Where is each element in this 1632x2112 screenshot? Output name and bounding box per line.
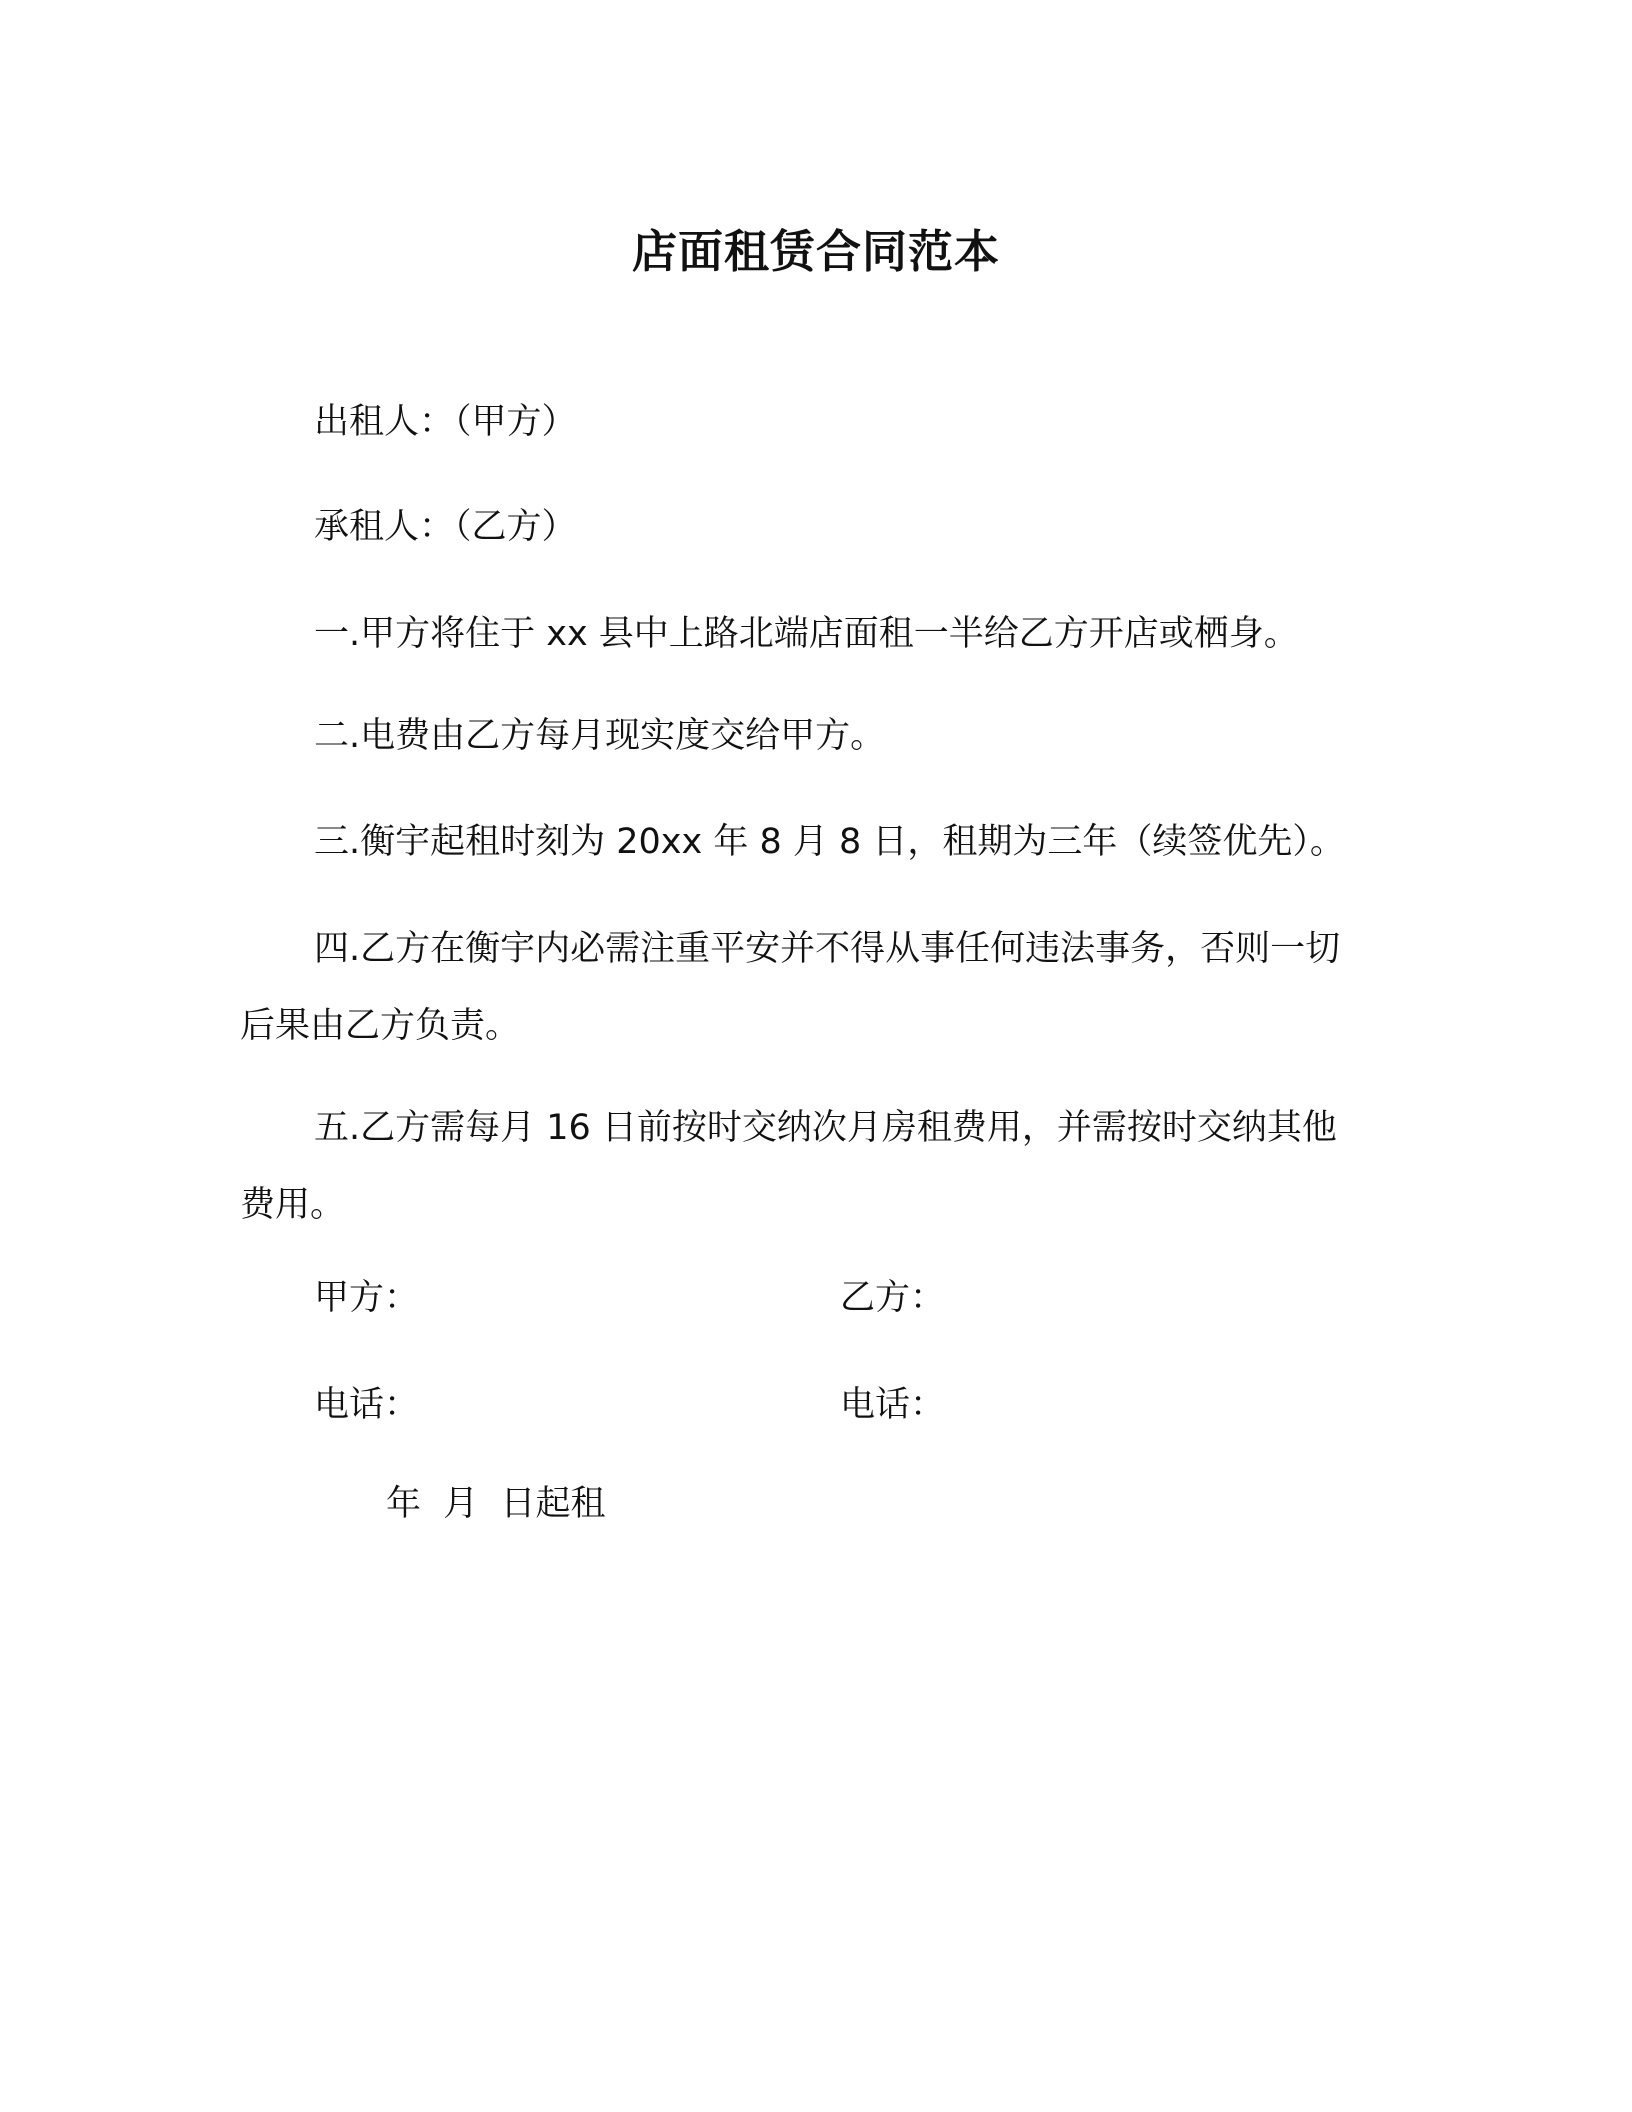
party-a-signature-label: 甲方： <box>314 1278 420 1318</box>
lessee-line: 承租人：（乙方） <box>314 507 577 547</box>
clause-4: 四.乙方在衡宇内必需注重平安并不得从事任何违法事务，否则一切后果由乙方负责。 <box>240 929 1341 1046</box>
clause-5: 五.乙方需每月 16 日前按时交纳次月房租费用，并需按时交纳其他费用。 <box>240 1108 1337 1225</box>
lessor-line: 出租人：（甲方） <box>314 402 577 442</box>
party-b-signature-label: 乙方： <box>840 1278 946 1318</box>
clause-2: 二.电费由乙方每月现实度交给甲方。 <box>314 716 886 756</box>
start-date-line: 年 月 日起租 <box>386 1484 606 1524</box>
document-title: 店面租赁合同范本 <box>631 225 1000 278</box>
clause-3: 三.衡宇起租时刻为 20xx 年 8 月 8 日，租期为三年（续签优先）。 <box>314 822 1345 862</box>
party-a-phone-label: 电话： <box>314 1385 420 1425</box>
party-b-phone-label: 电话： <box>840 1385 946 1425</box>
clause-1: 一.甲方将住于 xx 县中上路北端店面租一半给乙方开店或栖身。 <box>314 614 1299 654</box>
